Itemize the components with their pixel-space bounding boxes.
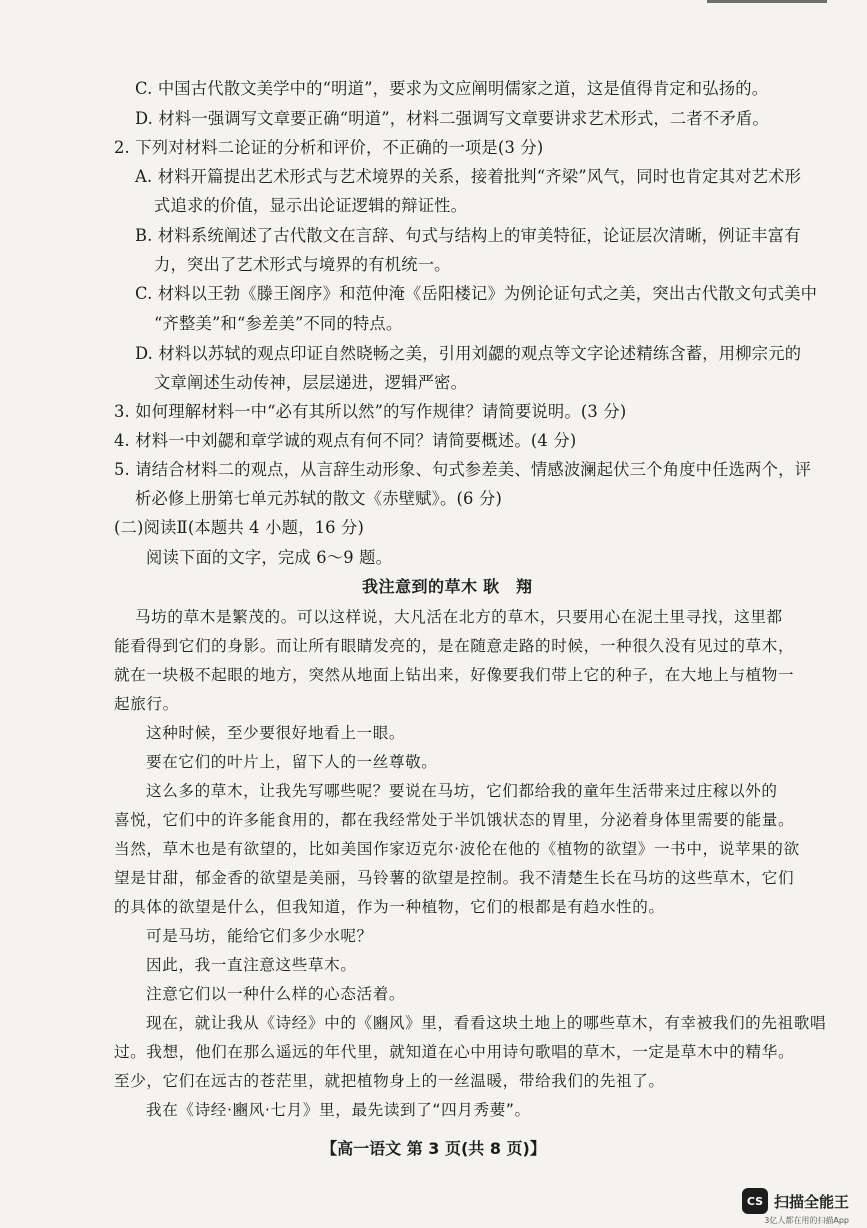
article-line: 就在一块极不起眼的地方，突然从地面上钻出来，好像要我们带上它的种子，在大地上与植物一 — [114, 666, 795, 684]
article-line: 喜悦，它们中的许多能食用的，都在我经常处于半饥饿状态的胃里，分泌着身体里需要的能量。 — [114, 811, 795, 829]
question-5-cont: 析必修上册第七单元苏轼的散文《赤壁赋》。(6 分) — [135, 489, 503, 508]
option-c-q2: C. 材料以王勃《滕王阁序》和范仲淹《岳阳楼记》为例论证句式之美，突出古代散文句式美中 — [135, 284, 818, 303]
option-d-q1: D. 材料一强调写文章要正确“明道”，材料二强调写文章要讲求艺术形式，二者不矛盾。 — [135, 109, 769, 128]
article-line: 至少，它们在远古的苍茫里，就把植物身上的一丝温暖，带给我们的先祖了。 — [114, 1072, 665, 1090]
option-a-q2: A. 材料开篇提出艺术形式与艺术境界的关系，接着批判“齐梁”风气，同时也肯定其对艺术形 — [135, 167, 802, 186]
question-4: 4. 材料一中刘勰和章学诚的观点有何不同？请简要概述。(4 分) — [114, 431, 577, 450]
article-line: 这种时候，至少要很好地看上一眼。 — [146, 724, 406, 742]
article-line: 这么多的草木，让我先写哪些呢？要说在马坊，它们都给我的童年生活带来过庄稼以外的 — [146, 782, 778, 800]
article-line: 的具体的欲望是什么，但我知道，作为一种植物，它们的根都是有趋水性的。 — [114, 898, 665, 916]
camscanner-logo-icon: CS — [742, 1188, 768, 1214]
article-title: 我注意到的草木 — [362, 577, 478, 596]
option-a-q2-cont: 式追求的价值，显示出论证逻辑的辩证性。 — [154, 196, 468, 215]
option-b-q2: B. 材料系统阐述了古代散文在言辞、句式与结构上的审美特征，论证层次清晰，例证丰富有 — [135, 226, 801, 245]
article-line: 起旅行。 — [114, 695, 179, 713]
question-2: 2. 下列对材料二论证的分析和评价，不正确的一项是(3 分) — [114, 138, 544, 157]
section-instruction: 阅读下面的文字，完成 6～9 题。 — [146, 548, 393, 567]
question-3: 3. 如何理解材料一中“必有其所以然”的写作规律？请简要说明。(3 分) — [114, 402, 627, 421]
article-line: 当然，草木也是有欲望的，比如美国作家迈克尔·波伦在他的《植物的欲望》一书中，说苹果的欲 — [114, 840, 800, 858]
page-footer: 【高一语文 第 3 页(共 8 页)】 — [321, 1139, 546, 1158]
scanner-tagline: 3亿人都在用的扫描App — [764, 1216, 849, 1225]
question-5: 5. 请结合材料二的观点，从言辞生动形象、句式参差美、情感波澜起伏三个角度中任选两个，评 — [114, 460, 812, 479]
article-line: 过。我想，他们在那么遥远的年代里，就知道在心中用诗句歌唱的草木，一定是草木中的精华。 — [114, 1043, 795, 1061]
option-c-q2-cont: “齐整美”和“参差美”不同的特点。 — [154, 314, 403, 333]
option-d-q2-cont: 文章阐述生动传神，层层递进，逻辑严密。 — [154, 373, 468, 392]
option-c-q1: C. 中国古代散文美学中的“明道”，要求为文应阐明儒家之道，这是值得肯定和弘扬的。 — [135, 79, 769, 98]
article-line: 要在它们的叶片上，留下人的一丝尊敬。 — [146, 753, 438, 771]
article-line: 我在《诗经·豳风·七月》里，最先读到了“四月秀葽”。 — [146, 1101, 531, 1119]
option-d-q2: D. 材料以苏轼的观点印证自然晓畅之美，引用刘勰的观点等文字论述精练含蓄，用柳宗元的 — [135, 344, 802, 363]
article-line: 望是甘甜，郁金香的欲望是美丽，马铃薯的欲望是控制。我不清楚生长在马坊的这些草木，它们 — [114, 869, 795, 887]
scanner-app-name: 扫描全能王 — [773, 1192, 849, 1211]
article-line: 马坊的草木是繁茂的。可以这样说，大凡活在北方的草木，只要用心在泥土里寻找，这里都 — [135, 608, 783, 626]
option-b-q2-cont: 力，突出了艺术形式与境界的有机统一。 — [154, 255, 451, 274]
article-line: 可是马坊，能给它们多少水呢？ — [146, 927, 373, 945]
article-line: 能看得到它们的身影。而让所有眼睛发亮的，是在随意走路的时候，一种很久没有见过的草木， — [114, 637, 795, 655]
article-line: 因此，我一直注意这些草木。 — [146, 956, 357, 974]
article-author: 耿 翔 — [483, 577, 533, 596]
section-heading: (二)阅读Ⅱ(本题共 4 小题，16 分) — [114, 518, 365, 537]
scanner-watermark — [742, 1188, 849, 1214]
article-line: 注意它们以一种什么样的心态活着。 — [146, 985, 406, 1003]
article-line: 现在，就让我从《诗经》中的《豳风》里，看看这块土地上的哪些草木，有幸被我们的先祖歌唱 — [146, 1014, 827, 1032]
